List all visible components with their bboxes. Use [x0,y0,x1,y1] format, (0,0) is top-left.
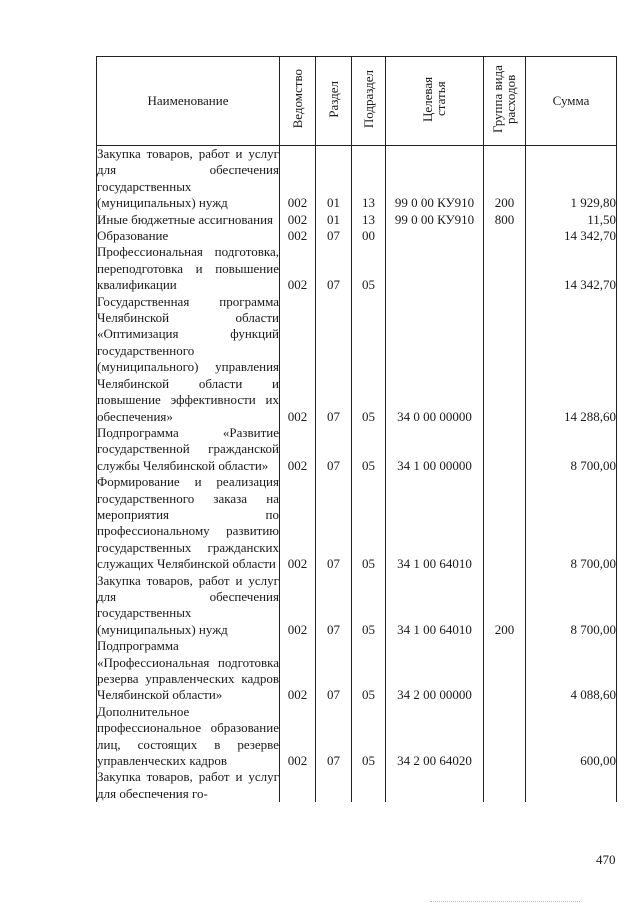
cell-sum: 14 288,60 [526,294,617,425]
header-sum: Сумма [526,57,617,146]
cell-target: 34 0 00 00000 [386,294,484,425]
table-header [97,57,617,146]
cell-target [386,244,484,293]
cell-expense-group [484,228,526,244]
cell-sum: 14 342,70 [526,228,617,244]
cell-target [386,228,484,244]
cell-sum: 1 929,80 [526,146,617,212]
cell-subsection: 05 [352,474,386,572]
table-row [97,474,617,572]
cell-name: Государственная программа Челябинской области «Оптимизация функций государственного (муниципального) управления Челябинской области и повышение эффективности их обеспечения» [97,293,279,424]
cell-target: 34 1 00 00000 [386,425,484,474]
header-section: Раздел [316,57,352,146]
header-subsection: Подраздел [352,57,386,146]
cell-target: 34 1 00 64010 [386,573,484,639]
cell-target: 34 2 00 64020 [386,704,484,770]
cell-section: 01 [316,212,352,228]
table-body [97,146,617,803]
cell-section [316,769,352,802]
header-name: Наименование [97,57,280,146]
cell-name: Иные бюджетные ассигнования [97,212,280,228]
cell-department: 002 [280,638,316,704]
cell-department: 002 [280,244,316,293]
cell-section: 07 [316,425,352,474]
cell-name: Закупка товаров, работ и услуг для обеспечения го- [97,769,279,801]
cell-sum: 4 088,60 [526,638,617,704]
table-row [97,146,617,212]
cell-subsection: 00 [352,228,386,244]
cell-name: Закупка товаров, работ и услуг для обеспечения государственных (муниципальных) нужд [97,572,279,637]
scan-artifact-line [430,901,580,903]
cell-sum [526,769,617,802]
cell-expense-group: 200 [484,146,526,212]
cell-department: 002 [280,146,316,212]
table-row [97,294,617,425]
cell-subsection: 05 [352,244,386,293]
table-row [97,228,617,244]
table-row [97,769,617,802]
cell-subsection: 05 [352,573,386,639]
cell-expense-group [484,769,526,802]
cell-subsection: 13 [352,212,386,228]
cell-department: 002 [280,294,316,425]
cell-expense-group [484,474,526,572]
cell-section: 01 [316,146,352,212]
cell-name: Профессиональная подготовка, переподготовка и повышение квалификации [97,244,279,293]
cell-department [280,769,316,802]
cell-sum: 11,50 [526,212,617,228]
cell-sum: 8 700,00 [526,474,617,572]
header-target: Целевая статья [386,57,484,146]
cell-target: 34 2 00 00000 [386,638,484,704]
cell-sum: 600,00 [526,704,617,770]
cell-name: Закупка товаров, работ и услуг для обеспечения государственных (муниципальных) нужд [97,146,279,211]
table-row [97,573,617,639]
cell-expense-group [484,244,526,293]
table-row [97,244,617,293]
cell-expense-group: 200 [484,573,526,639]
table-row [97,704,617,770]
cell-name: Подпрограмма «Профессиональная подготовка резерва управленческих кадров Челябинской области» [97,638,279,703]
cell-section: 07 [316,573,352,639]
cell-target: 99 0 00 КУ910 [386,212,484,228]
table-row [97,425,617,474]
cell-expense-group [484,425,526,474]
cell-section: 07 [316,244,352,293]
cell-name: Образование [97,228,280,244]
cell-sum: 14 342,70 [526,244,617,293]
page-number: 470 [596,852,616,867]
cell-subsection: 05 [352,638,386,704]
cell-section: 07 [316,228,352,244]
cell-expense-group: 800 [484,212,526,228]
budget-table [96,56,617,802]
cell-expense-group [484,638,526,704]
cell-expense-group [484,294,526,425]
cell-department: 002 [280,228,316,244]
cell-name: Дополнительное профессиональное образование лиц, состоящих в резерве управленческих кадров [97,703,279,769]
cell-section: 07 [316,294,352,425]
cell-target: 99 0 00 КУ910 [386,146,484,212]
cell-section: 07 [316,704,352,770]
header-expense-group: Группа вида расходов [484,57,526,146]
cell-target [386,769,484,802]
cell-section: 07 [316,638,352,704]
cell-section: 07 [316,474,352,572]
cell-expense-group [484,704,526,770]
cell-department: 002 [280,212,316,228]
cell-name: Подпрограмма «Развитие государственной гражданской службы Челябинской области» [97,424,279,473]
cell-department: 002 [280,425,316,474]
cell-sum: 8 700,00 [526,425,617,474]
cell-subsection: 13 [352,146,386,212]
table-row [97,212,617,228]
cell-target: 34 1 00 64010 [386,474,484,572]
cell-subsection [352,769,386,802]
cell-subsection: 05 [352,294,386,425]
cell-department: 002 [280,573,316,639]
cell-department: 002 [280,474,316,572]
cell-department: 002 [280,704,316,770]
cell-subsection: 05 [352,425,386,474]
cell-name: Формирование и реализация государственного заказа на мероприятия по профессиональному развитию государственных гражданских служащих Челябинской области [97,474,279,572]
header-department: Ведомство [280,57,316,146]
cell-sum: 8 700,00 [526,573,617,639]
table-row [97,638,617,704]
cell-subsection: 05 [352,704,386,770]
